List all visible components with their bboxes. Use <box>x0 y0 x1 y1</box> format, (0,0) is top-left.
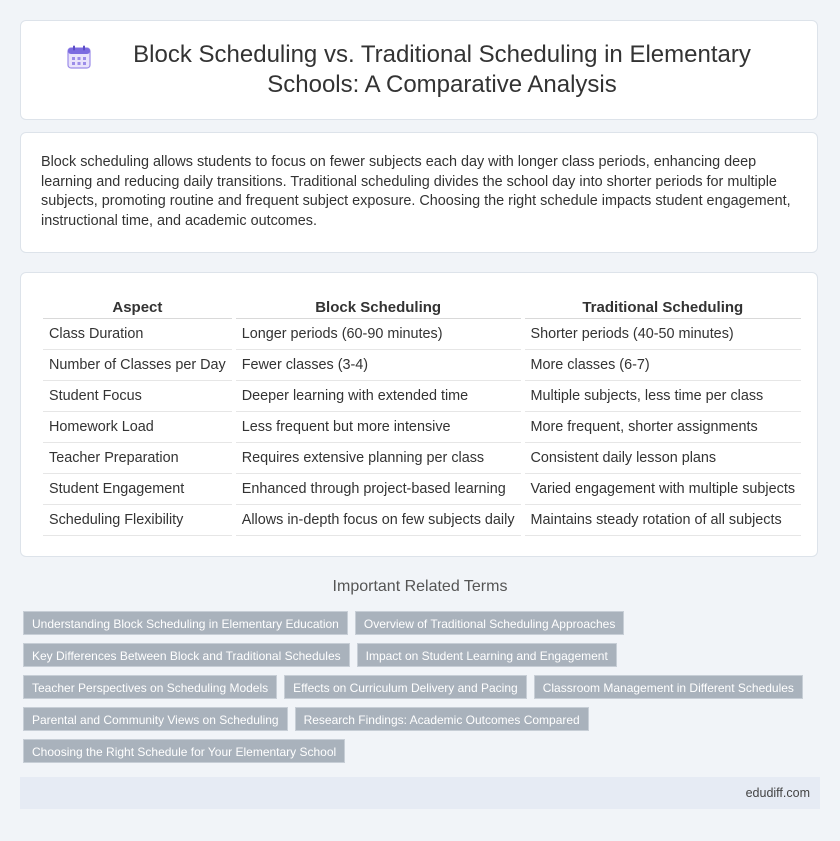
table-cell: Fewer classes (3-4) <box>236 350 521 381</box>
table-cell: Multiple subjects, less time per class <box>525 381 802 412</box>
comparison-table <box>39 295 805 536</box>
table-cell: More classes (6-7) <box>525 350 802 381</box>
related-term-tag[interactable]: Key Differences Between Block and Traditional Schedules <box>23 643 350 667</box>
related-term-tag[interactable]: Effects on Curriculum Delivery and Pacing <box>284 675 527 699</box>
table-cell: Less frequent but more intensive <box>236 412 521 443</box>
table-cell: Allows in-depth focus on few subjects daily <box>236 505 521 536</box>
table-row <box>43 505 801 536</box>
related-term-tag[interactable]: Teacher Perspectives on Scheduling Models <box>23 675 277 699</box>
footer-site-link[interactable]: edudiff.com <box>745 786 810 800</box>
related-term-tag[interactable]: Impact on Student Learning and Engagement <box>357 643 617 667</box>
table-cell: Deeper learning with extended time <box>236 381 521 412</box>
related-term-tag[interactable]: Parental and Community Views on Scheduling <box>23 707 288 731</box>
table-row <box>43 474 801 505</box>
table-cell: Enhanced through project-based learning <box>236 474 521 505</box>
table-cell: Student Engagement <box>43 474 232 505</box>
footer <box>20 777 820 809</box>
table-cell: Class Duration <box>43 319 232 350</box>
related-term-tag[interactable]: Understanding Block Scheduling in Elementary Education <box>23 611 348 635</box>
related-term-tag[interactable]: Choosing the Right Schedule for Your Elementary School <box>23 739 345 763</box>
intro-card <box>20 132 818 253</box>
table-cell: Homework Load <box>43 412 232 443</box>
table-cell: Shorter periods (40-50 minutes) <box>525 319 802 350</box>
related-terms-list <box>23 611 813 771</box>
table-row <box>43 350 801 381</box>
table-row <box>43 381 801 412</box>
table-row <box>43 412 801 443</box>
column-header-aspect: Aspect <box>43 295 232 319</box>
table-cell: Longer periods (60-90 minutes) <box>236 319 521 350</box>
related-terms-title: Important Related Terms <box>332 578 508 595</box>
table-cell: Student Focus <box>43 381 232 412</box>
title-card <box>20 20 818 120</box>
calendar-icon <box>66 44 92 70</box>
table-cell: Number of Classes per Day <box>43 350 232 381</box>
comparison-table-card <box>20 272 818 557</box>
page-title: Block Scheduling vs. Traditional Scheduling in Elementary Schools: A Comparative Analysis <box>133 41 751 98</box>
table-cell: Maintains steady rotation of all subjects <box>525 505 802 536</box>
related-term-tag[interactable]: Classroom Management in Different Schedules <box>534 675 803 699</box>
column-header-block: Block Scheduling <box>236 295 521 319</box>
column-header-traditional: Traditional Scheduling <box>525 295 802 319</box>
table-cell: More frequent, shorter assignments <box>525 412 802 443</box>
related-term-tag[interactable]: Research Findings: Academic Outcomes Compared <box>295 707 589 731</box>
table-cell: Scheduling Flexibility <box>43 505 232 536</box>
table-cell: Consistent daily lesson plans <box>525 443 802 474</box>
intro-text: Block scheduling allows students to focus on fewer subjects each day with longer class periods, enhancing deep learning and reducing daily transitions. Traditional scheduling divides the school day into shorter periods for multiple subjects, promoting routine and frequent subject exposure. Choosing the right schedule impacts student engagement, instructional time, and academic outcomes. <box>41 154 791 229</box>
table-cell: Varied engagement with multiple subjects <box>525 474 802 505</box>
related-term-tag[interactable]: Overview of Traditional Scheduling Approaches <box>355 611 624 635</box>
table-row <box>43 319 801 350</box>
table-row <box>43 443 801 474</box>
table-cell: Teacher Preparation <box>43 443 232 474</box>
table-cell: Requires extensive planning per class <box>236 443 521 474</box>
table-header-row <box>43 295 801 319</box>
